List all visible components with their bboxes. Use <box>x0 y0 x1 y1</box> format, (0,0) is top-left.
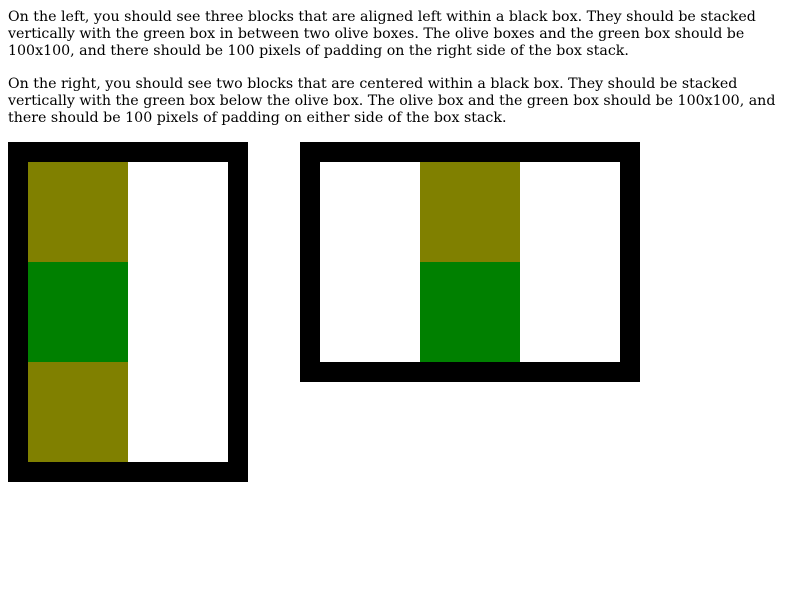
right-description: On the right, you should see two blocks that are centered within a black box. They should be stacked vertically with the green box below the olive box. The olive box and the green box should be 100x100, and there should be 100 pixels of padding on either side of the box stack. <box>8 76 776 126</box>
left-olive-box-top <box>28 162 128 262</box>
right-green-box <box>420 262 520 362</box>
right-olive-box <box>420 162 520 262</box>
right-box-interior <box>320 162 620 362</box>
left-olive-box-bottom <box>28 362 128 462</box>
left-box-interior <box>28 162 228 462</box>
left-black-box <box>8 142 248 482</box>
right-black-box <box>300 142 640 382</box>
left-green-box <box>28 262 128 362</box>
left-description: On the left, you should see three blocks that are aligned left within a black box. They should be stacked vertically with the green box in between two olive boxes. The olive boxes and the green box should be 100x100, and there should be 100 pixels of padding on the right side of the box stack. <box>8 9 756 59</box>
